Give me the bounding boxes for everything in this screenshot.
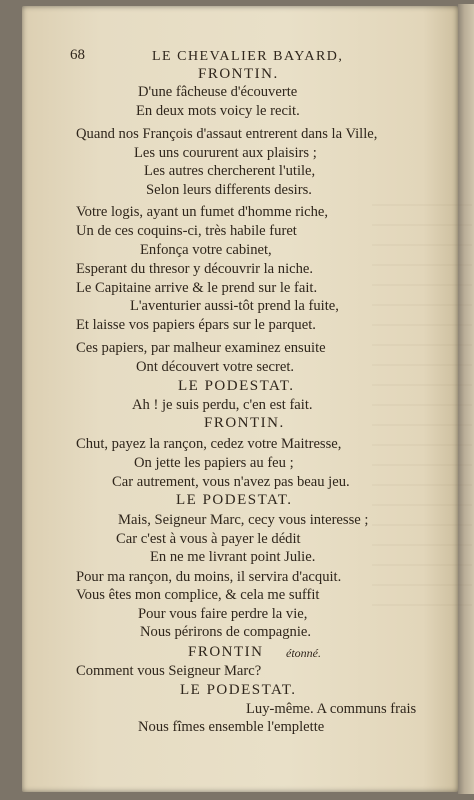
show-through-text	[372, 186, 472, 606]
text-line: Vous êtes mon complice, & cela me suffit	[76, 587, 320, 603]
text-line: Les uns coururent aux plaisirs ;	[134, 145, 317, 161]
text-line: Un de ces coquins-ci, très habile furet	[76, 223, 297, 239]
running-title: LE CHEVALIER BAYARD,	[152, 49, 344, 64]
text-line: Votre logis, ayant un fumet d'homme riche,	[76, 204, 329, 220]
text-line: Ces papiers, par malheur examinez ensuite	[76, 340, 326, 356]
text-line: Mais, Seigneur Marc, cecy vous interesse ;	[118, 512, 369, 528]
stage-direction: étonné.	[286, 646, 321, 660]
text-line: Nous périrons de compagnie.	[140, 624, 312, 640]
text-line: Chut, payez la rançon, cedez votre Maitresse,	[76, 436, 342, 452]
text-line: Comment vous Seigneur Marc?	[76, 663, 262, 679]
text-line: Les autres chercherent l'utile,	[144, 163, 316, 179]
text-line: Luy-même. A communs frais	[246, 701, 417, 717]
text-line: Nous fîmes ensemble l'emplette	[138, 719, 325, 735]
text-line: L'aventurier aussi-tôt prend la fuite,	[130, 298, 339, 314]
speaker-name: FRONTIN.	[198, 66, 279, 82]
text-line: Ont découvert votre secret.	[136, 359, 295, 375]
text-line: En ne me livrant point Julie.	[150, 549, 316, 565]
text-line: D'une fâcheuse d'écouverte	[138, 84, 298, 100]
speaker-name: FRONTIN	[188, 644, 264, 660]
text-line: Car autrement, vous n'avez pas beau jeu.	[112, 474, 350, 490]
text-line: Pour ma rançon, du moins, il servira d'acquit.	[76, 569, 342, 585]
text-line: Le Capitaine arrive & le prend sur le fait.	[76, 280, 318, 296]
page-number: 68	[70, 47, 85, 63]
speaker-name: FRONTIN.	[204, 415, 285, 431]
text-line: Enfonça votre cabinet,	[140, 242, 272, 258]
text-line: Esperant du thresor y découvrir la niche.	[76, 261, 314, 277]
text-line: Ah ! je suis perdu, c'en est fait.	[132, 397, 313, 413]
speaker-name: LE PODESTAT.	[176, 492, 293, 508]
text-line: En deux mots voicy le recit.	[136, 103, 300, 119]
text-line: Selon leurs differents desirs.	[146, 182, 312, 198]
text-line: Quand nos François d'assaut entrerent dans la Ville,	[76, 126, 378, 142]
text-line: Car c'est à vous à payer le dédit	[116, 531, 301, 547]
text-line: On jette les papiers au feu ;	[134, 455, 294, 471]
speaker-name: LE PODESTAT.	[180, 682, 297, 698]
speaker-name: LE PODESTAT.	[178, 378, 295, 394]
text-line: Et laisse vos papiers épars sur le parquet.	[76, 317, 316, 333]
text-line: Pour vous faire perdre la vie,	[138, 606, 308, 622]
